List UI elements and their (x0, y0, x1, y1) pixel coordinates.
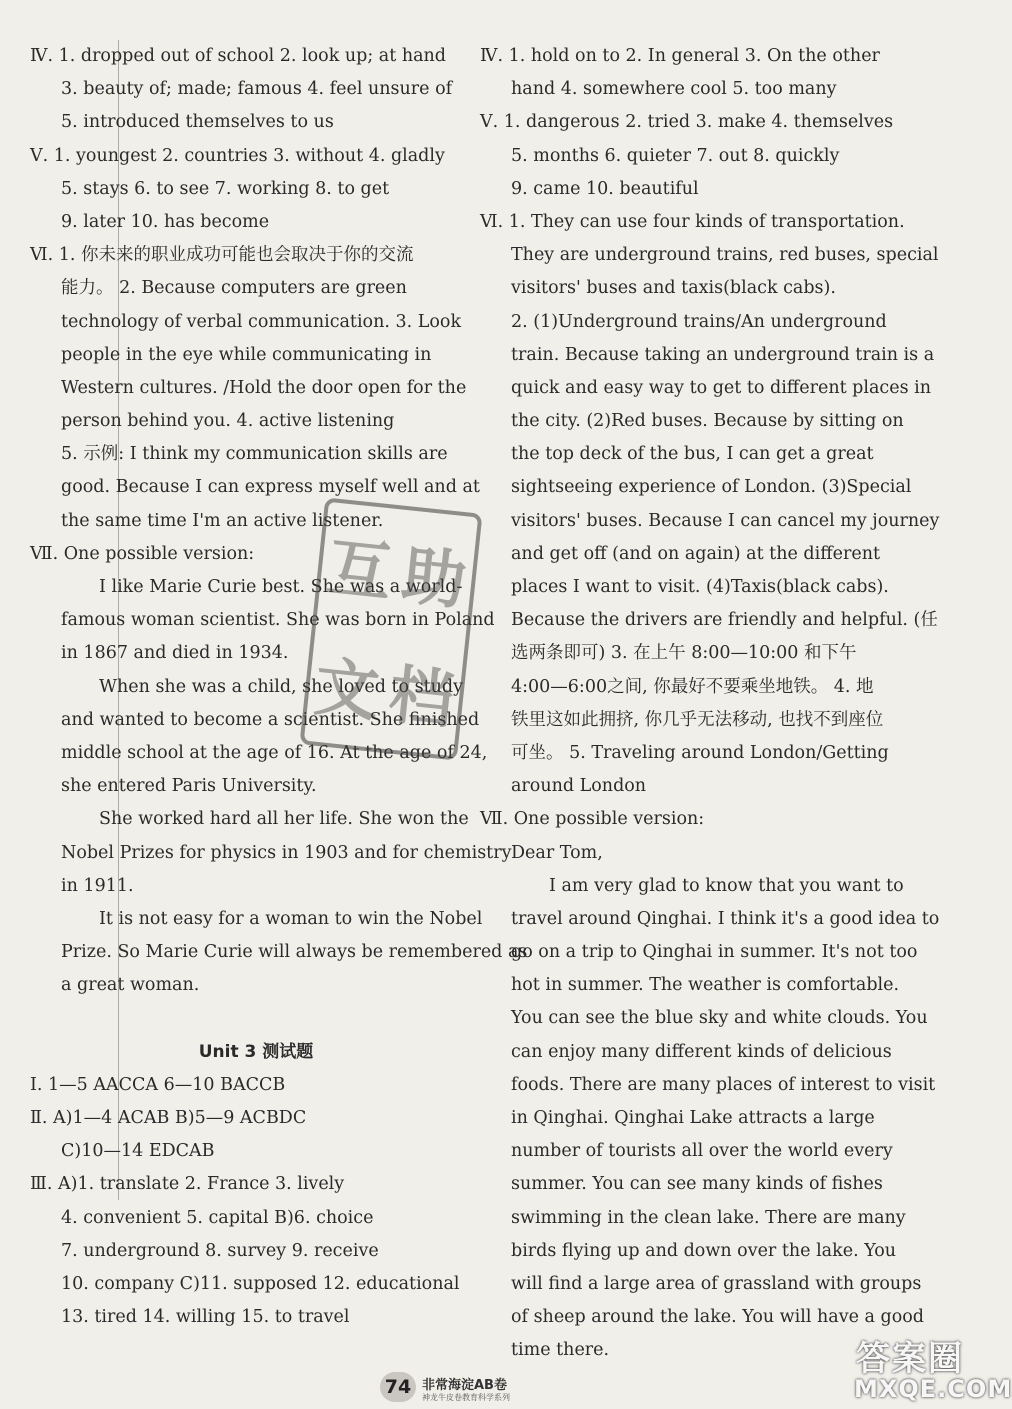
answer-line: technology of verbal communication. 3. Look (61, 311, 462, 332)
answer-line: travel around Qinghai. I think it's a good idea to (511, 908, 940, 929)
answer-line: 5. introduced themselves to us (61, 112, 334, 133)
unit-answer-line: Ⅰ. 1—5 AACCA 6—10 BACCB (30, 1074, 286, 1095)
answer-line: around London (511, 776, 647, 797)
spacer (30, 1002, 462, 1035)
answer-line: go on a trip to Qinghai in summer. It's not too (511, 942, 918, 963)
answer-line: Ⅳ. 1. hold on to 2. In general 3. On the other (480, 46, 880, 66)
answer-line: Because the drivers are friendly and helpful. (任 (511, 610, 938, 631)
site-watermark-logo (842, 1331, 1012, 1403)
answer-line: the same time I'm an active listener. (61, 510, 384, 531)
answer-line: Nobel Prizes for physics in 1903 and for chemistry (61, 842, 512, 863)
answer-line: 能力。 2. Because computers are green (61, 278, 407, 299)
answer-line: It is not easy for a woman to win the Nobel (99, 908, 483, 929)
answer-line: 2. (1)Underground trains/An underground (511, 311, 887, 332)
answer-line: visitors' buses and taxis(black cabs). (511, 278, 836, 299)
page-number: 74 (380, 1372, 416, 1402)
answer-line: will find a large area of grassland with groups (511, 1273, 922, 1294)
site-watermark-bottom: MXQE.COM (854, 1375, 1012, 1403)
answer-line: Ⅵ. 1. They can use four kinds of transportation. (480, 211, 905, 232)
answer-line: a great woman. (61, 975, 200, 996)
answer-line: famous woman scientist. She was born in Poland (61, 610, 495, 631)
answer-line: swimming in the clean lake. There are many (511, 1207, 906, 1228)
site-watermark-top: 答案圈 (856, 1339, 964, 1379)
answer-line: 4:00—6:00之间, 你最好不要乘坐地铁。 4. 地 (511, 676, 874, 697)
watermark-char: 档 (385, 658, 458, 739)
answer-line: time there. (511, 1340, 610, 1361)
answer-line: 5. months 6. quieter 7. out 8. quickly (511, 145, 840, 166)
unit-answer-line: Ⅲ. A)1. translate 2. France 3. lively (30, 1174, 345, 1195)
answer-line: number of tourists all over the world every (511, 1141, 893, 1162)
answer-line: places I want to visit. (4)Taxis(black cabs). (511, 577, 889, 597)
answer-line: the top deck of the bus, I can get a great (511, 444, 874, 465)
answer-line: in Qinghai. Qinghai Lake attracts a large (511, 1108, 875, 1128)
answer-line: 铁里这如此拥挤, 你几乎无法移动, 也找不到座位 (511, 709, 884, 730)
series-subtitle: 神龙牛皮卷教育科学系列 (422, 1393, 510, 1402)
answer-line: good. Because I can express myself well and at (61, 477, 480, 498)
watermark-char: 互 (323, 531, 396, 612)
answer-line: 9. came 10. beautiful (511, 178, 699, 199)
answer-line: sightseeing experience of London. (3)Special (511, 477, 912, 498)
answer-line: 5. 示例: I think my communication skills are (61, 444, 448, 465)
answer-line: I like Marie Curie best. She was a world- (99, 577, 463, 597)
answer-line: person behind you. 4. active listening (61, 411, 395, 432)
answer-line: she entered Paris University. (61, 776, 317, 797)
page-footer (380, 1372, 580, 1406)
answer-line: When she was a child, she loved to study (99, 676, 463, 697)
unit-answer-line: 13. tired 14. willing 15. to travel (61, 1307, 350, 1328)
answer-line: in 1867 and died in 1934. (61, 643, 289, 664)
answer-line: 9. later 10. has become (61, 211, 270, 232)
answer-line: people in the eye while communicating in (61, 344, 432, 365)
answer-line: Ⅳ. 1. dropped out of school 2. look up; at hand (30, 46, 446, 66)
answer-line: Ⅵ. 1. 你未来的职业成功可能也会取决于你的交流 (30, 245, 414, 266)
answer-line: Ⅴ. 1. dangerous 2. tried 3. make 4. themselves (480, 112, 894, 133)
answer-line: Ⅶ. One possible version: (480, 809, 705, 830)
answer-line: Ⅶ. One possible version: (30, 543, 255, 564)
stamp-watermark (299, 497, 482, 760)
answer-line: 可坐。 5. Traveling around London/Getting (511, 742, 889, 763)
answer-line: the city. (2)Red buses. Because by sitting on (511, 411, 904, 432)
answer-line: You can see the blue sky and white clouds. You (511, 1008, 928, 1029)
answer-line: summer. You can see many kinds of fishes (511, 1174, 883, 1195)
answer-line: hot in summer. The weather is comfortable. (511, 975, 900, 996)
answer-line: train. Because taking an underground train is a (511, 344, 935, 365)
answer-line: of sheep around the lake. You will have a good (511, 1307, 925, 1328)
answer-line: Dear Tom, (511, 842, 603, 863)
answer-line: hand 4. somewhere cool 5. too many (511, 79, 837, 100)
watermark-char: 助 (398, 539, 470, 620)
answer-line: 选两条即可) 3. 在上午 8:00—10:00 和下午 (511, 643, 857, 664)
answer-line: birds flying up and down over the lake. You (511, 1240, 897, 1261)
answer-line: I am very glad to know that you want to (549, 875, 904, 896)
unit-answer-line: Ⅱ. A)1—4 ACAB B)5—9 ACBDC (30, 1108, 307, 1128)
answer-line: They are underground trains, red buses, special (511, 245, 939, 266)
unit-answer-line: C)10—14 EDCAB (61, 1141, 215, 1162)
answer-line: 5. stays 6. to see 7. working 8. to get (61, 178, 390, 199)
answer-line: She worked hard all her life. She won the (99, 809, 469, 830)
unit-3-title: Unit 3 测试题 (198, 1041, 314, 1062)
answer-line: can enjoy many different kinds of delicious (511, 1041, 892, 1062)
answer-line: and get off (and on again) at the different (511, 543, 881, 564)
answer-line: Ⅴ. 1. youngest 2. countries 3. without 4. gladly (30, 145, 445, 166)
answer-line: Western cultures. /Hold the door open for the (61, 377, 467, 398)
unit-answer-line: 10. company C)11. supposed 12. educational (61, 1273, 460, 1294)
watermark-char: 文 (311, 650, 383, 731)
unit-answer-line: 7. underground 8. survey 9. receive (61, 1240, 379, 1261)
answer-line: quick and easy way to get to different places in (511, 377, 931, 398)
answer-line: foods. There are many places of interest to visit (511, 1074, 936, 1095)
answer-line: Prize. So Marie Curie will always be remembered as (61, 942, 528, 963)
answer-line: in 1911. (61, 875, 134, 896)
unit-answer-line: 4. convenient 5. capital B)6. choice (61, 1207, 374, 1228)
answer-line: middle school at the age of 16. At the age of 24, (61, 742, 488, 763)
answer-line: visitors' buses. Because I can cancel my journey (511, 510, 940, 531)
answer-line: and wanted to become a scientist. She finished (61, 709, 480, 730)
answer-line: 3. beauty of; made; famous 4. feel unsure of (61, 79, 453, 100)
unit-3-answer-lines (30, 1069, 462, 1335)
series-title: 非常海淀AB卷 (422, 1378, 507, 1393)
